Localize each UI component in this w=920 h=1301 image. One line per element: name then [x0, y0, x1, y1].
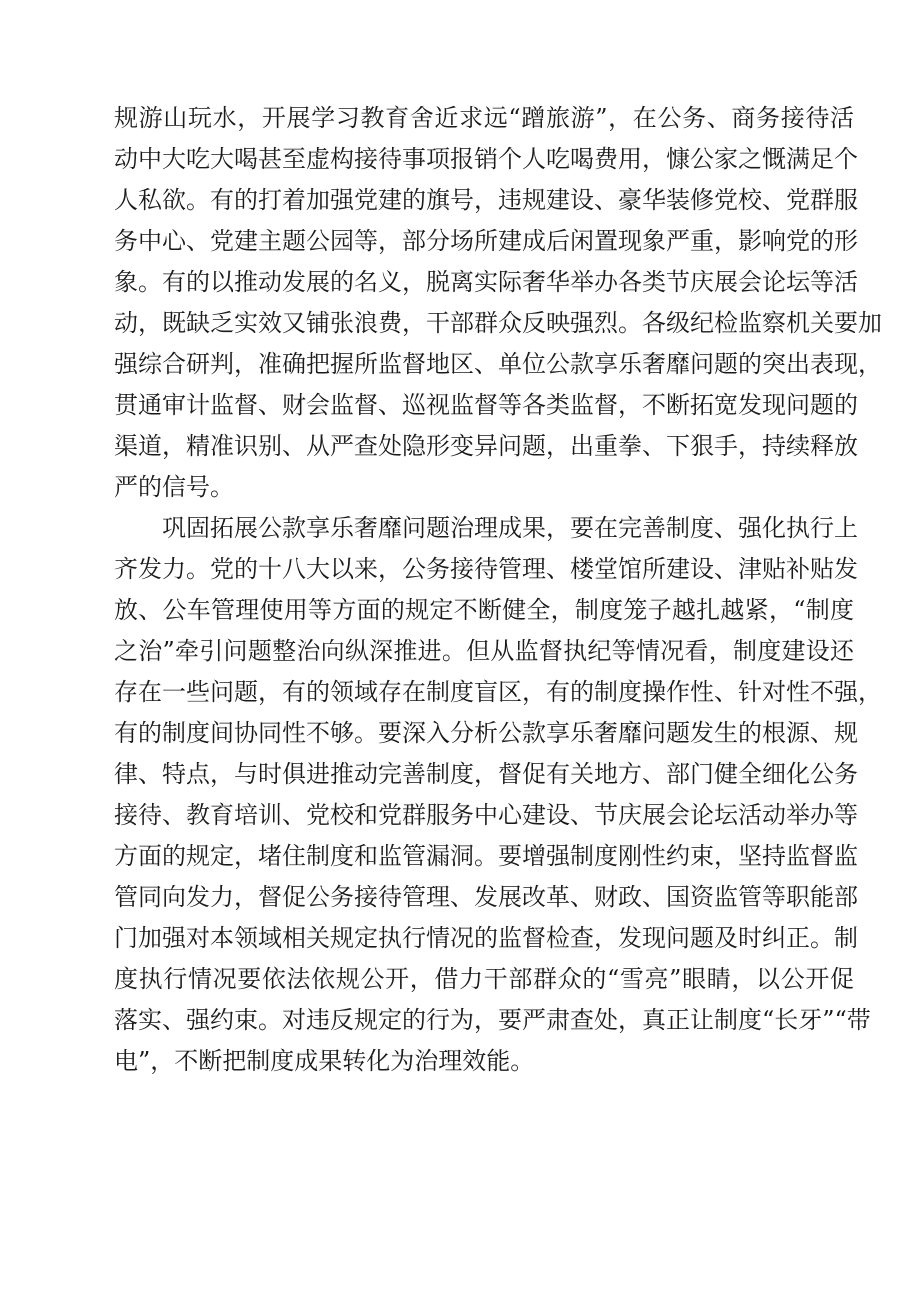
- text-line: 动，既缺乏实效又铺张浪费，干部群众反映强烈。各级纪检监察机关要加: [114, 309, 882, 337]
- paragraph-1: [114, 98, 882, 508]
- text-line: 严的信号。: [114, 473, 234, 501]
- text-line: 律、特点，与时俱进推动完善制度，督促有关地方、部门健全细化公务: [114, 760, 858, 788]
- text-line: 电”，不断把制度成果转化为治理效能。: [114, 1047, 535, 1075]
- text-line: 门加强对本领域相关规定执行情况的监督检查，发现问题及时纠正。制: [114, 924, 858, 952]
- paragraph-2: [114, 508, 882, 1082]
- text-line: 动中大吃大喝甚至虚构接待事项报销个人吃喝费用，慷公家之慨满足个: [114, 145, 858, 173]
- text-line: 落实、强约束。对违反规定的行为，要严肃查处，真正让制度“长牙”“带: [114, 1006, 871, 1034]
- text-line: 方面的规定，堵住制度和监管漏洞。要增强制度刚性约束，坚持监督监: [114, 842, 858, 870]
- text-line: 有的制度间协同性不够。要深入分析公款享乐奢靡问题发生的根源、规: [114, 719, 858, 747]
- text-line: 贯通审计监督、财会监督、巡视监督等各类监督，不断拓宽发现问题的: [114, 391, 858, 419]
- text-line: 渠道，精准识别、从严查处隐形变异问题，出重拳、下狠手，持续释放: [114, 432, 858, 460]
- text-line: 齐发力。党的十八大以来，公务接待管理、楼堂馆所建设、津贴补贴发: [114, 555, 858, 583]
- text-line: 放、公车管理使用等方面的规定不断健全，制度笼子越扎越紧，“制度: [114, 596, 854, 624]
- text-line: 强综合研判，准确把握所监督地区、单位公款享乐奢靡问题的突出表现，: [114, 350, 882, 378]
- text-line: 巩固拓展公款享乐奢靡问题治理成果，要在完善制度、强化执行上: [162, 514, 858, 542]
- text-line: 务中心、党建主题公园等，部分场所建成后闲置现象严重，影响党的形: [114, 227, 858, 255]
- text-line: 规游山玩水，开展学习教育舍近求远“蹭旅游”，在公务、商务接待活: [114, 104, 854, 132]
- text-line: 存在一些问题，有的领域存在制度盲区，有的制度操作性、针对性不强，: [114, 678, 882, 706]
- text-line: 之治”牵引问题整治向纵深推进。但从监督执纪等情况看，制度建设还: [114, 637, 854, 665]
- text-line: 管同向发力，督促公务接待管理、发展改革、财政、国资监管等职能部: [114, 883, 858, 911]
- text-line: 度执行情况要依法依规公开，借力干部群众的“雪亮”眼睛，以公开促: [114, 965, 854, 993]
- text-line: 象。有的以推动发展的名义，脱离实际奢华举办各类节庆展会论坛等活: [114, 268, 858, 296]
- text-line: 人私欲。有的打着加强党建的旗号，违规建设、豪华装修党校、党群服: [114, 186, 858, 214]
- text-line: 接待、教育培训、党校和党群服务中心建设、节庆展会论坛活动举办等: [114, 801, 858, 829]
- document-body: [114, 98, 882, 1082]
